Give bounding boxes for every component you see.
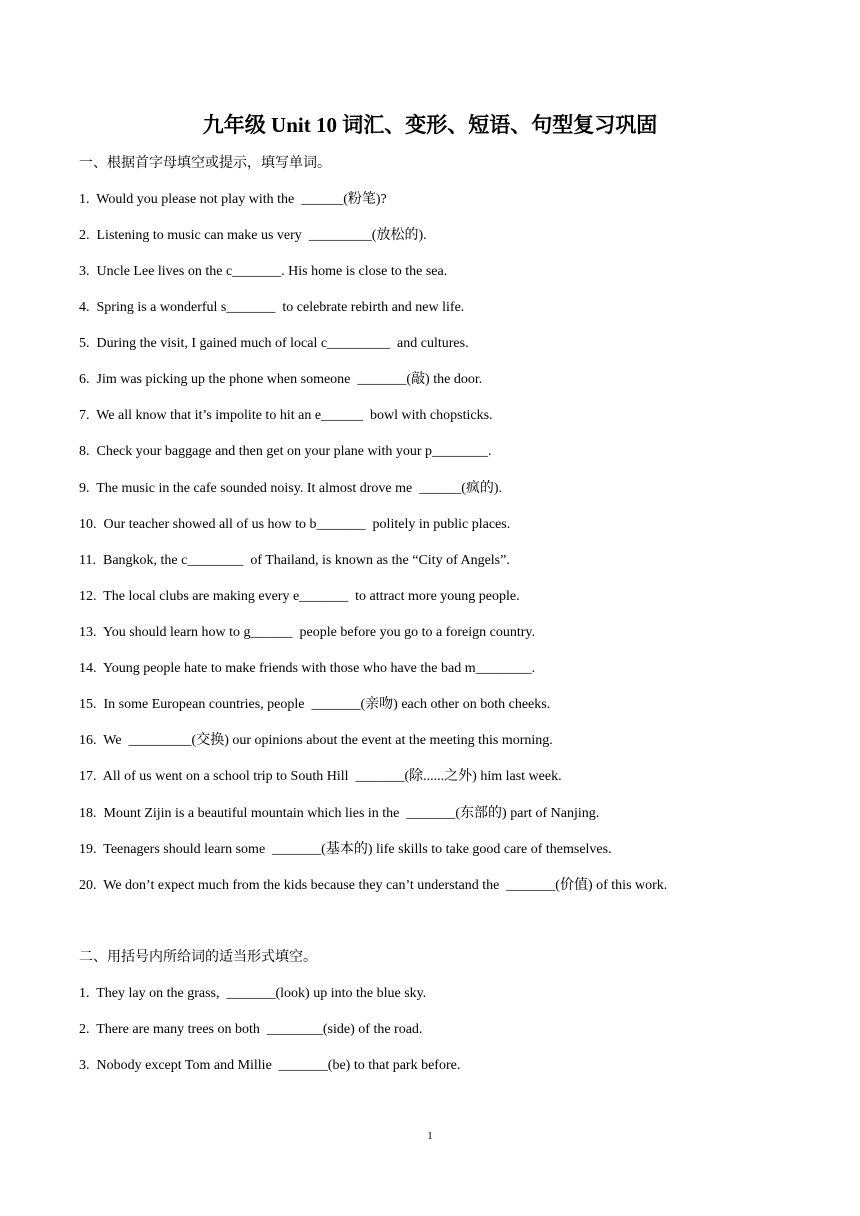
list-item: 20. We don’t expect much from the kids because they can’t understand the _______(价值) of this work. (79, 878, 668, 893)
list-item: 1. Would you please not play with the ______(粉笔)? (79, 192, 387, 207)
list-item: 19. Teenagers should learn some _______(基本的) life skills to take good care of themselves. (79, 842, 612, 857)
list-item: 9. The music in the cafe sounded noisy. It almost drove me ______(疯的). (79, 481, 503, 496)
list-item: 7. We all know that it’s impolite to hit an e______ bowl with chopsticks. (79, 408, 493, 423)
list-item: 15. In some European countries, people _______(亲吻) each other on both cheeks. (79, 697, 551, 712)
list-item: 17. All of us went on a school trip to South Hill _______(除......之外) him last week. (79, 769, 562, 784)
list-item: 2. There are many trees on both ________(side) of the road. (79, 1022, 423, 1037)
list-item: 12. The local clubs are making every e_______ to attract more young people. (79, 589, 520, 604)
list-item: 8. Check your baggage and then get on your plane with your p________. (79, 444, 492, 459)
list-item: 6. Jim was picking up the phone when someone _______(敲) the door. (79, 372, 483, 387)
list-item: 4. Spring is a wonderful s_______ to celebrate rebirth and new life. (79, 300, 465, 315)
list-item: 18. Mount Zijin is a beautiful mountain which lies in the _______(东部的) part of Nanjing. (79, 806, 600, 821)
list-item: 2. Listening to music can make us very _________(放松的). (79, 228, 427, 243)
list-item: 5. During the visit, I gained much of local c_________ and cultures. (79, 336, 469, 351)
list-item: 13. You should learn how to g______ people before you go to a foreign country. (79, 625, 535, 640)
list-item: 11. Bangkok, the c________ of Thailand, is known as the “City of Angels”. (79, 553, 510, 568)
list-item: 1. They lay on the grass, _______(look) up into the blue sky. (79, 986, 427, 1001)
list-item: 3. Nobody except Tom and Millie _______(be) to that park before. (79, 1058, 461, 1073)
page-title: 九年级 Unit 10 词汇、变形、短语、句型复习巩固 (202, 113, 658, 137)
section-1-heading: 一、根据首字母填空或提示，填写单词。 (79, 156, 331, 171)
list-item: 10. Our teacher showed all of us how to b_______ politely in public places. (79, 517, 511, 532)
list-item: 3. Uncle Lee lives on the c_______. His home is close to the sea. (79, 264, 448, 279)
list-item: 14. Young people hate to make friends with those who have the bad m________. (79, 661, 536, 676)
page-number: 1 (427, 1130, 433, 1142)
section-2-heading: 二、用括号内所给词的适当形式填空。 (79, 950, 317, 965)
list-item: 16. We _________(交换) our opinions about the event at the meeting this morning. (79, 733, 553, 748)
